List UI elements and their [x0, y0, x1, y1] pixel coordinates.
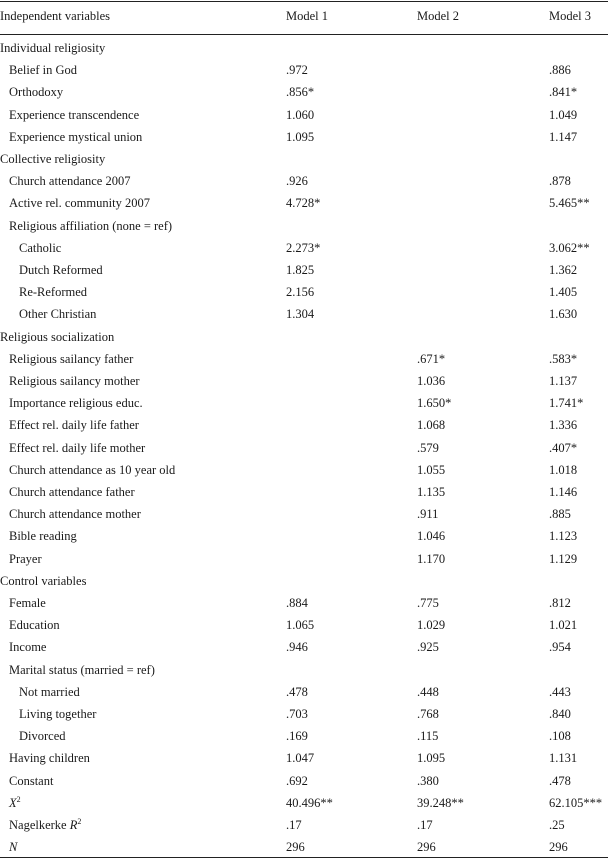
model-3-value: 1.137 — [549, 374, 578, 388]
model-1-value: 296 — [286, 840, 305, 855]
table-row — [0, 237, 610, 259]
variable-label — [9, 392, 143, 414]
model-2-value: .911 — [417, 507, 439, 522]
variable-label-text: Experience mystical union — [9, 129, 143, 144]
variable-label-text: Education — [9, 618, 60, 633]
variable-label — [9, 414, 139, 436]
model-2-value: 39.248** — [417, 795, 464, 810]
variable-label-text: Church attendance as 10 year old — [9, 462, 176, 477]
model-1-value: .926 — [286, 174, 308, 189]
variable-label — [19, 703, 96, 725]
header-variables: Independent variables — [0, 9, 111, 23]
table-row — [0, 525, 610, 547]
variable-label-text: Religious sailancy mother — [9, 374, 140, 388]
variable-label — [9, 81, 63, 103]
model-2-value: 1.135 — [417, 485, 446, 499]
model-2-value: 1.095 — [417, 751, 446, 766]
variable-label — [9, 592, 46, 614]
model-3-value: .841* — [549, 85, 578, 100]
variable-label — [9, 503, 141, 525]
table-row — [0, 747, 610, 769]
variable-label-text: Dutch Reformed — [19, 263, 103, 277]
variable-label — [9, 192, 150, 214]
model-1-value: .478 — [286, 684, 308, 699]
variable-label-text: Nagelkerke — [9, 818, 70, 832]
model-1-value: 1.095 — [286, 129, 315, 144]
model-1-value: 1.065 — [286, 618, 315, 633]
variable-label — [9, 792, 21, 814]
model-1-value: .856* — [286, 85, 315, 100]
variable-label-text: Other Christian — [19, 307, 97, 322]
variable-label — [9, 770, 53, 792]
model-3-value: .108 — [549, 729, 571, 744]
table-row — [0, 303, 610, 325]
section-heading — [0, 148, 105, 170]
variable-label-text: Belief in God — [9, 63, 78, 78]
model-2-value: 1.036 — [417, 374, 446, 388]
model-2-value: 1.046 — [417, 529, 446, 544]
variable-label-text: Active rel. community 2007 — [9, 196, 150, 211]
variable-label — [9, 614, 60, 636]
model-1-value: 1.304 — [286, 307, 315, 322]
section-heading — [0, 326, 114, 348]
variable-label — [19, 259, 103, 281]
model-3-value: 62.105*** — [549, 795, 603, 810]
variable-label — [19, 681, 80, 703]
variable-label-text: Church attendance 2007 — [9, 174, 131, 189]
table-header-rule — [0, 34, 608, 35]
section-heading-row — [0, 148, 610, 170]
model-3-value: 1.049 — [549, 107, 578, 122]
model-3-value: 1.018 — [549, 462, 578, 477]
variable-label-text: Orthodoxy — [9, 85, 64, 100]
section-heading-row — [0, 570, 610, 592]
model-3-value: 1.131 — [549, 751, 578, 766]
variable-label-text: Catholic — [19, 240, 62, 255]
variable-label — [9, 459, 175, 481]
section-heading — [0, 37, 105, 59]
section-heading-row — [0, 326, 610, 348]
variable-label-text: Not married — [19, 684, 80, 699]
variable-label — [9, 659, 155, 681]
variable-label-text: Collective religiosity — [0, 152, 106, 166]
table-row — [0, 215, 610, 237]
table-bottom-rule — [0, 857, 608, 858]
variable-label-text: Effect rel. daily life father — [9, 418, 139, 433]
variable-label-text: Constant — [9, 773, 54, 788]
table-row — [0, 414, 610, 436]
table-row — [0, 814, 610, 836]
model-3-value: .954 — [549, 640, 571, 655]
variable-label — [9, 836, 17, 858]
section-heading — [0, 570, 86, 592]
model-3-value: .583* — [549, 351, 578, 366]
variable-label-text: Living together — [19, 707, 97, 721]
table-row — [0, 370, 610, 392]
table-row — [0, 81, 610, 103]
model-1-value: 1.825 — [286, 263, 315, 277]
model-2-value: 1.068 — [417, 418, 446, 433]
model-2-value: .579 — [417, 440, 439, 455]
model-2-value: .775 — [417, 596, 439, 610]
model-3-value: .878 — [549, 174, 571, 189]
variable-label-text: Individual religiosity — [0, 41, 106, 55]
model-2-value: 296 — [417, 840, 436, 855]
model-3-value: .886 — [549, 63, 571, 78]
variable-label — [9, 747, 90, 769]
model-2-value: .115 — [417, 729, 439, 744]
variable-label — [9, 59, 77, 81]
variable-label — [9, 548, 42, 570]
table-row — [0, 104, 610, 126]
variable-label-text: Female — [9, 596, 46, 610]
table-row — [0, 126, 610, 148]
variable-label-text: Having children — [9, 751, 90, 766]
variable-label-text: X — [9, 795, 17, 810]
variable-label — [9, 370, 140, 392]
variable-label-text: Control variables — [0, 573, 87, 588]
variable-label-text: Religious affiliation (none = ref) — [9, 218, 173, 233]
variable-label — [19, 281, 87, 303]
table-row — [0, 836, 610, 858]
table-row — [0, 392, 610, 414]
model-2-value: 1.170 — [417, 551, 446, 566]
model-3-value: 5.465** — [549, 196, 590, 211]
table-row — [0, 681, 610, 703]
variable-label-text: Importance religious educ. — [9, 396, 143, 411]
variable-label-text: Marital status (married = ref) — [9, 662, 155, 677]
table-top-rule — [0, 1, 608, 2]
variable-label — [9, 437, 145, 459]
variable-label-text: Religious socialization — [0, 329, 115, 344]
table-row — [0, 59, 610, 81]
table-row — [0, 592, 610, 614]
variable-label-text: Effect rel. daily life mother — [9, 440, 146, 455]
variable-label-text: Income — [9, 640, 47, 655]
table-row — [0, 725, 610, 747]
model-1-value: 2.273* — [286, 240, 321, 255]
variable-label — [19, 725, 66, 747]
table-row — [0, 503, 610, 525]
variable-label — [9, 481, 135, 503]
header-model-1: Model 1 — [286, 9, 329, 23]
model-3-value: 1.336 — [549, 418, 578, 433]
variable-label — [9, 126, 142, 148]
variable-label-text: Divorced — [19, 729, 66, 744]
variable-label — [9, 170, 130, 192]
table-row — [0, 792, 610, 814]
table-row — [0, 659, 610, 681]
table-row — [0, 614, 610, 636]
model-3-value: 296 — [549, 840, 568, 855]
model-3-value: .812 — [549, 596, 571, 610]
model-2-value: .380 — [417, 773, 439, 788]
variable-label-text: N — [9, 840, 18, 855]
model-3-value: 1.146 — [549, 485, 578, 499]
variable-label — [9, 814, 81, 836]
model-3-value: .443 — [549, 684, 571, 699]
variable-label — [9, 104, 139, 126]
superscript: 2 — [77, 817, 82, 826]
model-3-value: .407* — [549, 440, 578, 455]
table-row — [0, 348, 610, 370]
model-2-value: .671* — [417, 351, 446, 366]
model-1-value: .972 — [286, 63, 308, 78]
table-row — [0, 170, 610, 192]
variable-label-text: Bible reading — [9, 529, 77, 544]
model-1-value: .17 — [286, 818, 302, 832]
table-row — [0, 281, 610, 303]
table-row — [0, 703, 610, 725]
superscript: 2 — [16, 794, 21, 804]
table-row — [0, 192, 610, 214]
header-model-2: Model 2 — [417, 9, 460, 23]
variable-label — [9, 215, 172, 237]
model-3-value: .25 — [549, 818, 565, 832]
variable-label-text: Prayer — [9, 551, 42, 566]
model-2-value: 1.650* — [417, 396, 452, 411]
model-3-value: 1.147 — [549, 129, 578, 144]
model-1-value: 4.728* — [286, 196, 321, 211]
model-3-value: 1.129 — [549, 551, 578, 566]
variable-label-text: Experience transcendence — [9, 107, 140, 122]
model-1-value: 1.060 — [286, 107, 315, 122]
model-3-value: 1.741* — [549, 396, 584, 411]
table-row — [0, 636, 610, 658]
variable-label — [9, 348, 133, 370]
model-1-value: .692 — [286, 773, 308, 788]
model-1-value: .169 — [286, 729, 308, 744]
model-3-value: 3.062** — [549, 240, 590, 255]
section-heading-row — [0, 37, 610, 59]
variable-label-symbol: R — [69, 818, 78, 832]
table-row — [0, 548, 610, 570]
table-header-row — [0, 4, 610, 28]
model-3-value: 1.362 — [549, 263, 578, 277]
model-3-value: .885 — [549, 507, 571, 522]
model-2-value: .925 — [417, 640, 439, 655]
variable-label — [9, 525, 77, 547]
model-2-value: .17 — [417, 818, 433, 832]
model-1-value: .703 — [286, 707, 308, 721]
model-3-value: .478 — [549, 773, 571, 788]
table-row — [0, 770, 610, 792]
model-1-value: 40.496** — [286, 795, 333, 810]
model-1-value: .884 — [286, 596, 308, 610]
table-row — [0, 481, 610, 503]
variable-label-text: Re-Reformed — [19, 285, 88, 300]
variable-label-text: Church attendance mother — [9, 507, 141, 522]
model-2-value: 1.055 — [417, 462, 446, 477]
table-row — [0, 259, 610, 281]
variable-label — [19, 237, 61, 259]
table-row — [0, 437, 610, 459]
model-1-value: .946 — [286, 640, 308, 655]
model-3-value: 1.630 — [549, 307, 578, 322]
table-row — [0, 459, 610, 481]
model-1-value: 2.156 — [286, 285, 315, 300]
model-3-value: .840 — [549, 707, 571, 721]
model-2-value: .768 — [417, 707, 439, 721]
variable-label — [19, 303, 96, 325]
header-model-3: Model 3 — [549, 9, 592, 23]
variable-label — [9, 636, 46, 658]
model-1-value: 1.047 — [286, 751, 315, 766]
model-3-value: 1.021 — [549, 618, 578, 633]
model-3-value: 1.123 — [549, 529, 578, 544]
model-3-value: 1.405 — [549, 285, 578, 300]
variable-label-text: Religious sailancy father — [9, 351, 134, 366]
model-2-value: 1.029 — [417, 618, 446, 633]
variable-label-text: Church attendance father — [9, 485, 135, 499]
model-2-value: .448 — [417, 684, 439, 699]
